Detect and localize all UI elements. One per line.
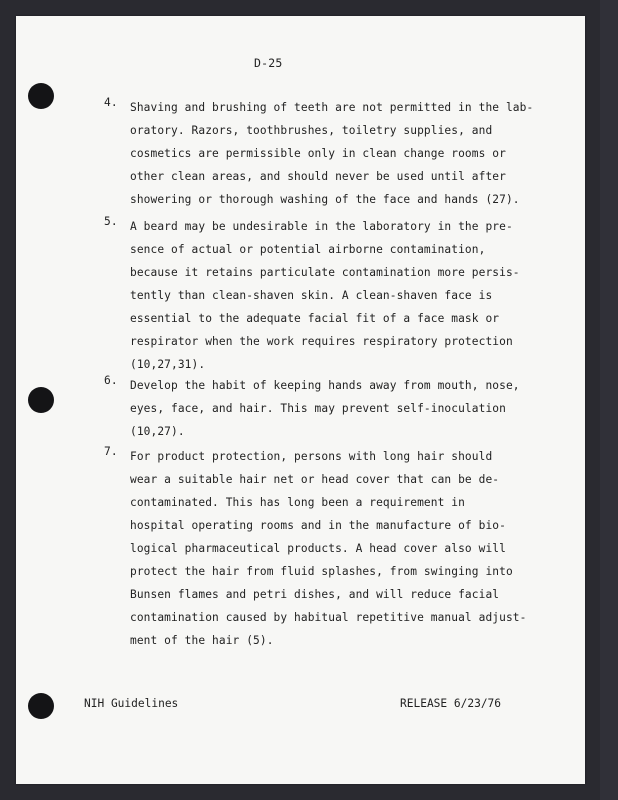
text-line: cosmetics are permissible only in clean change rooms or <box>130 147 506 160</box>
footer-release-date: RELEASE 6/23/76 <box>400 697 502 710</box>
item-number: 7. <box>104 445 118 458</box>
text-line: Bunsen flames and petri dishes, and will reduce facial <box>130 588 500 601</box>
item-text <box>130 374 570 443</box>
text-line: oratory. Razors, toothbrushes, toiletry supplies, and <box>130 124 493 137</box>
text-line: because it retains particulate contamination more persis- <box>130 266 520 279</box>
text-line: eyes, face, and hair. This may prevent self-inoculation <box>130 402 506 415</box>
punch-hole-middle <box>28 387 54 413</box>
text-line: respirator when the work requires respiratory protection <box>130 335 513 348</box>
text-line: (10,27). <box>130 425 185 438</box>
scan-backdrop <box>600 0 618 800</box>
text-line: A beard may be undesirable in the laboratory in the pre- <box>130 220 513 233</box>
text-line: For product protection, persons with long hair should <box>130 450 493 463</box>
text-line: essential to the adequate facial fit of a face mask or <box>130 312 500 325</box>
text-line: contamination caused by habitual repetitive manual adjust- <box>130 611 527 624</box>
item-text <box>130 445 570 652</box>
text-line: protect the hair from fluid splashes, from swinging into <box>130 565 513 578</box>
text-line: (10,27,31). <box>130 358 206 371</box>
text-line: Develop the habit of keeping hands away from mouth, nose, <box>130 379 520 392</box>
item-text <box>130 96 570 211</box>
text-line: other clean areas, and should never be used until after <box>130 170 506 183</box>
text-line: wear a suitable hair net or head cover that can be de- <box>130 473 500 486</box>
page-number: D-25 <box>254 56 283 70</box>
punch-hole-top <box>28 83 54 109</box>
text-line: ment of the hair (5). <box>130 634 274 647</box>
text-line: tently than clean-shaven skin. A clean-shaven face is <box>130 289 493 302</box>
item-number: 4. <box>104 96 118 109</box>
text-line: sence of actual or potential airborne contamination, <box>130 243 486 256</box>
item-text <box>130 215 570 376</box>
document-page <box>16 16 585 784</box>
text-line: Shaving and brushing of teeth are not permitted in the lab- <box>130 101 534 114</box>
text-line: hospital operating rooms and in the manufacture of bio- <box>130 519 506 532</box>
footer-source: NIH Guidelines <box>84 697 179 710</box>
text-line: logical pharmaceutical products. A head cover also will <box>130 542 506 555</box>
item-number: 5. <box>104 215 118 228</box>
text-line: showering or thorough washing of the face and hands (27). <box>130 193 520 206</box>
punch-hole-bottom <box>28 693 54 719</box>
text-line: contaminated. This has long been a requirement in <box>130 496 465 509</box>
item-number: 6. <box>104 374 118 387</box>
